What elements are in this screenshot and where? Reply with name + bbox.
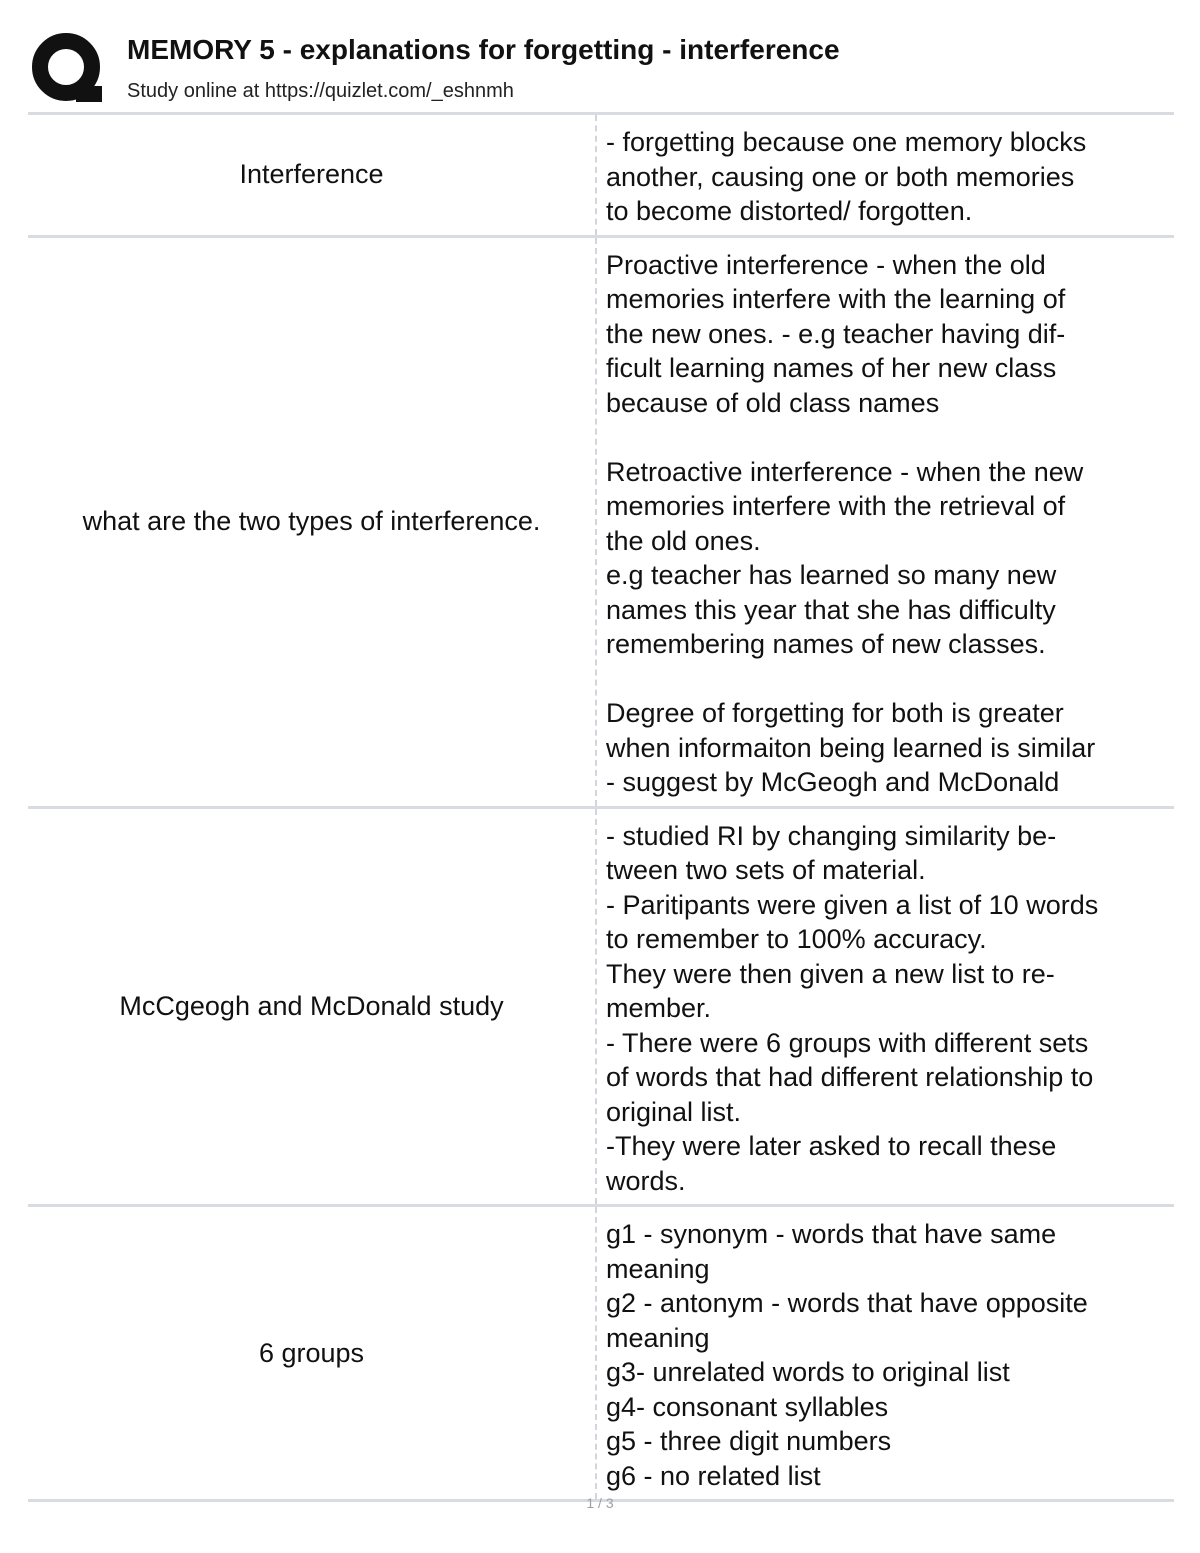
card-row [28, 235, 1174, 806]
page-number: 1 / 3 [586, 1495, 614, 1511]
page-title: MEMORY 5 - explanations for forgetting - interference [127, 34, 840, 65]
card-row [28, 1204, 1174, 1502]
study-link-text: Study online at https://quizlet.com/_eshnmh [127, 80, 514, 102]
flashcard-table [28, 112, 1174, 1502]
card-definition: - forgetting because one memory blocks another, causing one or both memories to become distorted/ forgotten. [606, 127, 1087, 226]
card-definition: g1 - synonym - words that have same meaning g2 - antonym - words that have opposite meaning g3- unrelated words to original list g4- consonant syllables g5 - three digit numbers g6 - no related list [606, 1219, 1088, 1491]
card-row [28, 806, 1174, 1205]
card-term: 6 groups [28, 1207, 597, 1499]
header [30, 30, 1175, 110]
card-term: McCgeogh and McDonald study [28, 809, 597, 1205]
card-row [28, 112, 1174, 235]
card-definition: Proactive interference - when the old memories interfere with the learning of the new ones. - e.g teacher having dif- ficult learning names of her new class because of old class names Retroactive interference - when the new memories interfere with the retrieval of the old ones. e.g teacher has learned so many new names this year that she has difficulty remembering names of new classes. Degree of forgetting for both is greater when informaiton being learned is similar - suggest by McGeogh and McDonald [606, 249, 1096, 797]
card-definition: - studied RI by changing similarity be- tween two sets of material. - Paritipants were given a list of 10 words to remember to 100% accuracy. They were then given a new list to re- member. - There were 6 groups with different sets of words that had different relationship to original list. -They were later asked to recall these words. [606, 820, 1099, 1196]
card-term: Interference [28, 115, 597, 235]
quizlet-logo-icon [30, 30, 106, 106]
card-term: what are the two types of interference. [28, 238, 597, 806]
